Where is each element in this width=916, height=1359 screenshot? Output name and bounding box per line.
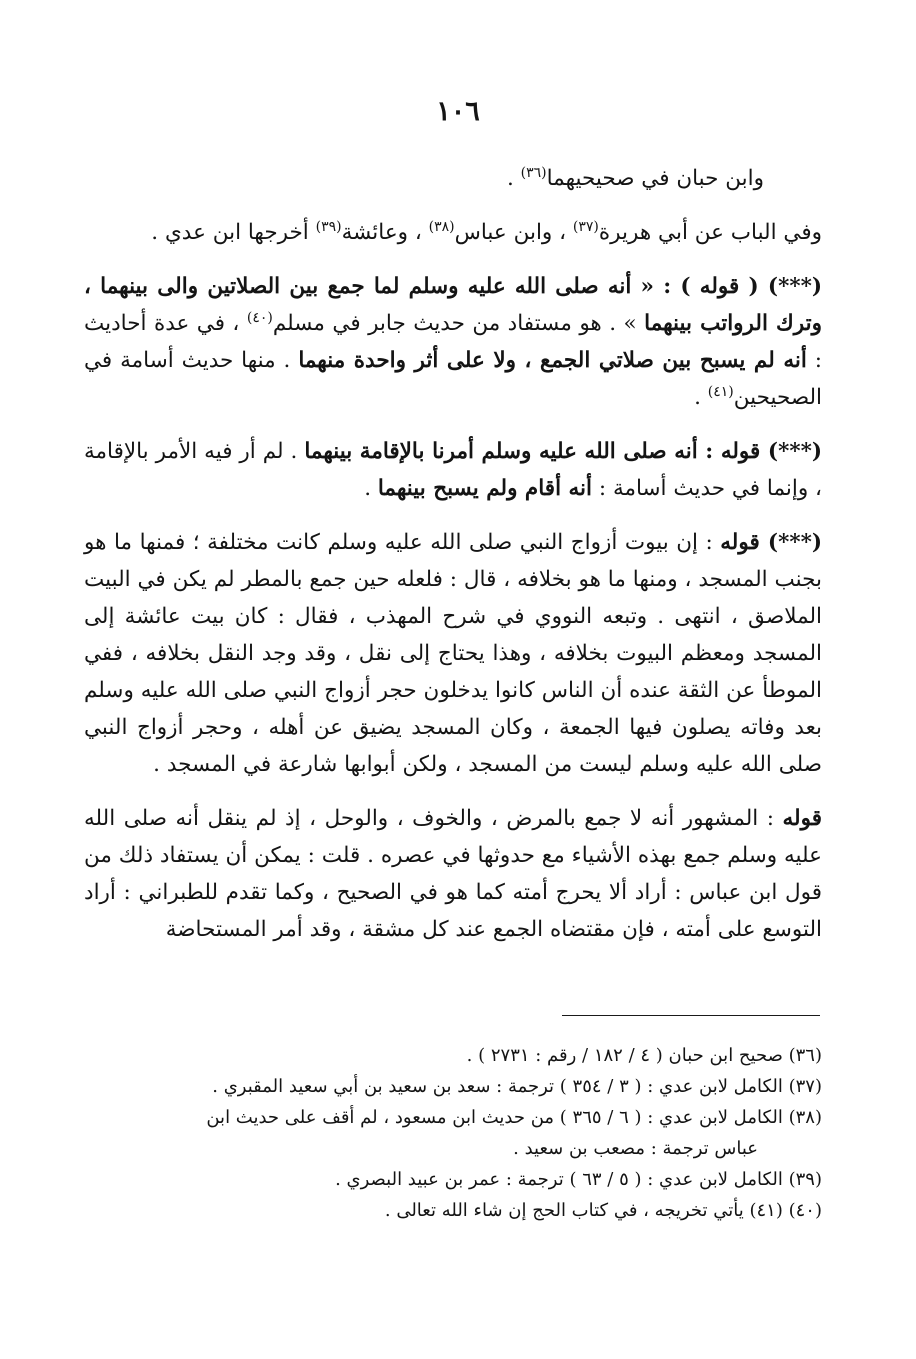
footnote-text: صحيح ابن حبان ( ٤ / ١٨٢ / رقم : ٢٧٣١ ) . <box>466 1045 789 1066</box>
paragraph-text: ، وعائشة <box>341 220 429 245</box>
footnote-ref[interactable]: (٣٧) <box>572 218 599 235</box>
paragraph-text: : المشهور أنه لا جمع بالمرض ، والخوف ، والوحل ، إذ لم ينقل أنه صلى الله عليه وسلم جمع بهذه الأشياء مع حدوثها في عصره . قلت : يمكن أن يستفاد ذلك من قول ابن عباس : أراد ألا يحرج أمته كما هو في الصحيح ، وكما تقدم للطبراني : أراد التوسع على أمته ، فإن مقتضاه الجمع عند كل مشقة ، وقد أمر المستحاضة <box>84 806 822 942</box>
paragraph-1 <box>84 160 822 197</box>
quoted-text: أنه أقام ولم يسبح بينهما <box>377 476 593 501</box>
footnote-text: الكامل لابن عدي : ( ٥ / ٦٣ ) ترجمة : عمر بن عبيد البصري . <box>335 1169 789 1190</box>
paragraph-4 <box>84 433 822 507</box>
paragraph-text: وفي الباب عن أبي هريرة <box>598 220 822 245</box>
paragraph-text: . <box>694 385 708 410</box>
paragraph-lead: قوله <box>782 806 822 831</box>
paragraph-text: . لم أر فيه الأمر بالإقامة ، وإنما في حديث أسامة : <box>84 439 822 501</box>
footnote-label: (٣٨) <box>788 1107 822 1128</box>
footnote-continuation: عباس ترجمة : مصعب بن سعيد . <box>513 1138 758 1159</box>
footnote-label: (٣٩) <box>788 1169 822 1190</box>
paragraph-lead: قوله : <box>697 439 768 464</box>
quoted-text: أنه لم يسبح بين صلاتي الجمع ، ولا على أثر واحدة منهما <box>298 348 807 373</box>
paragraph-text: : إن بيوت أزواج النبي صلى الله عليه وسلم كانت مختلفة ؛ فمنها ما هو بجنب المسجد ، ومنها ما هو بخلافه ، قال : فلعله حين جمع بالمطر لم يكن في البيت الملاصق ، انتهى . وتبعه النووي في شرح المهذب ، فقال : كان بيت عائشة إلى المسجد ومعظم البيوت بخلافه ، وهذا يحتاج إلى نقل ، وقد وجد النقل بخلافه ، ففي الموطأ عن الثقة عنده أن الناس كانوا يدخلون حجر أزواج النبي صلى الله عليه وسلم بعد وفاته يصلون فيها الجمعة ، وكان المسجد يضيق عن أهله ، وحجر أزواج النبي صلى الله عليه وسلم ليست من المسجد ، ولكن أبوابها شارعة في المسجد . <box>84 530 822 777</box>
footnote-ref[interactable]: (٣٩) <box>315 218 342 235</box>
paragraph-text: ، وابن عباس <box>454 220 573 245</box>
paragraph-text: . <box>364 476 378 501</box>
footnotes <box>84 1040 822 1226</box>
footnote-separator <box>562 1015 820 1016</box>
footnote-item <box>84 1164 822 1195</box>
paragraph-text: ، في عدة أحاديث : <box>84 311 822 373</box>
asterisk-marker: (***) <box>767 439 822 464</box>
paragraph-text: وابن حبان في صحيحيهما <box>546 166 764 191</box>
asterisk-marker: (***) <box>767 530 822 555</box>
paragraph-lead: ( قوله ) : « <box>631 274 768 299</box>
quoted-text: أنه صلى الله عليه وسلم لما جمع بين الصلاتين والى بينهما ، وترك الرواتب بينهما <box>84 274 822 336</box>
page-number: ١٠٦ <box>436 96 480 127</box>
paragraph-6 <box>84 800 822 948</box>
paragraph-5 <box>84 524 822 783</box>
paragraph-lead: قوله <box>720 530 768 555</box>
footnote-label: (٤٠) (٤١) <box>749 1200 822 1221</box>
paragraph-text: أخرجها ابن عدي . <box>151 220 316 245</box>
footnote-label: (٣٦) <box>788 1045 822 1066</box>
footnote-item <box>84 1071 822 1102</box>
footnote-item <box>84 1195 822 1226</box>
paragraph-3 <box>84 268 822 416</box>
asterisk-marker: (***) <box>767 274 822 299</box>
footnote-label: (٣٧) <box>788 1076 822 1097</box>
footnote-ref[interactable]: (٤٠) <box>246 309 273 326</box>
footnote-item <box>84 1040 822 1071</box>
paragraph-2 <box>84 214 822 251</box>
main-text <box>84 160 822 965</box>
quoted-text: أنه صلى الله عليه وسلم أمرنا بالإقامة بينهما <box>304 439 698 464</box>
footnote-ref[interactable]: (٣٦) <box>520 164 547 181</box>
paragraph-text: » . هو مستفاد من حديث جابر في مسلم <box>272 311 645 336</box>
footnote-text: يأتي تخريجه ، في كتاب الحج إن شاء الله تعالى . <box>384 1200 750 1221</box>
footnote-text: الكامل لابن عدي : ( ٦ / ٣٦٥ ) من حديث ابن مسعود ، لم أقف على حديث ابن <box>206 1107 789 1128</box>
footnote-ref[interactable]: (٣٨) <box>428 218 455 235</box>
footnote-text: الكامل لابن عدي : ( ٣ / ٣٥٤ ) ترجمة : سعد بن سعيد بن أبي سعيد المقبري . <box>212 1076 789 1097</box>
footnote-ref[interactable]: (٤١) <box>707 383 734 400</box>
paragraph-text: . منها حديث أسامة في الصحيحين <box>84 348 822 410</box>
paragraph-text: . <box>506 166 521 191</box>
footnote-item <box>84 1102 822 1133</box>
